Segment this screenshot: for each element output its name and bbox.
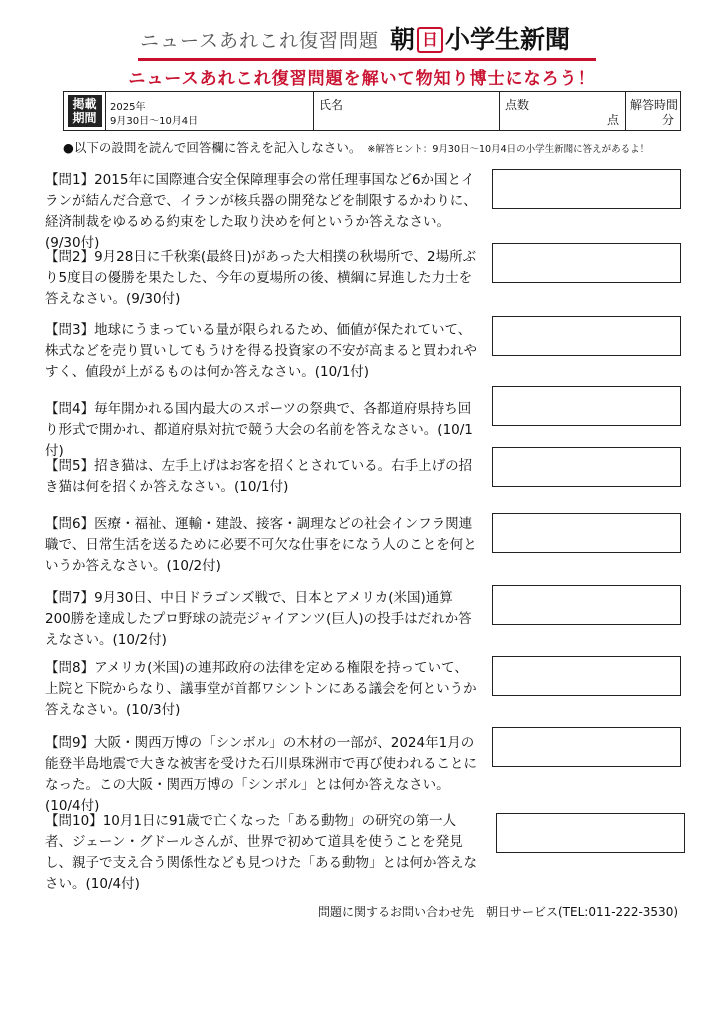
brand-prefix: 朝 [390,25,416,54]
period-label-cell [64,92,106,130]
question-text: 医療・福祉、運輸・建設、接客・調理などの社会インフラ関連職で、日常生活を送るために必要不可欠な仕事をになう人のことを何というか答えなさい。(10/2付) [45,516,477,574]
score-label: 点数 [505,98,530,112]
question-number: 【問7】 [45,590,95,606]
question-text: 地球にうまっている量が限られるため、価値が保たれていて、株式などを売り買いしてもうけを得る投資家の不安が高まると買われやすく、値段が上がるものは何か答えなさい。(10/1付) [45,322,477,380]
question-text: アメリカ(米国)の連邦政府の法律を定める権限を持っていて、上院と下院からなり、議事堂が首都ワシントンにある議会を何というか答えなさい。(10/3付) [45,660,477,718]
question-number: 【問10】 [45,813,103,829]
question-number: 【問3】 [45,322,95,338]
question-text: 10月1日に91歳で亡くなった「ある動物」の研究の第一人者、ジェーン・グドールさんが、世界で初めて道具を使うことを発見し、親子で支え合う関係性なども見つけた「ある動物」とは何か答えなさい。(10/4付) [45,813,477,892]
answer-box-1[interactable] [492,169,681,209]
answer-box-4[interactable] [492,386,681,426]
asahi-logo-icon: 日 [417,27,443,53]
question-10 [45,811,477,895]
period-range: 9月30日〜10月4日 [110,116,199,127]
question-number: 【問4】 [45,401,95,417]
answer-box-9[interactable] [492,727,681,767]
question-3 [45,320,477,383]
period-year: 2025年 [110,102,146,113]
name-field[interactable] [314,92,500,130]
question-number: 【問9】 [45,735,95,751]
question-5 [45,456,477,498]
instructions-main: ●以下の設問を読んで回答欄に答えを記入しなさい。 [63,140,362,155]
info-table [63,91,681,131]
header [140,20,600,60]
question-text: 大阪・関西万博の「シンボル」の木材の一部が、2024年1月の能登半島地震で大きな被害を受けた石川県珠洲市で再び使われることになった。この大阪・関西万博の「シンボル」とは何か答えなさい。(10/4付) [45,735,477,814]
question-9 [45,733,477,817]
question-text: 毎年開かれる国内最大のスポーツの祭典で、各都道府県持ち回り形式で開かれ、都道府県対抗で競う大会の名前を答えなさい。(10/1付) [45,401,473,459]
subtitle: ニュースあれこれ復習問題を解いて物知り博士になろう！ [128,69,596,89]
header-divider [138,58,596,61]
brand-name [390,20,570,56]
score-field[interactable] [500,92,626,130]
header-title: ニュースあれこれ復習問題 [140,30,380,52]
answer-box-6[interactable] [492,513,681,553]
period-label: 掲載期間 [68,95,102,127]
question-1 [45,170,477,254]
question-number: 【問5】 [45,458,95,474]
score-unit: 点 [606,113,619,127]
answer-box-7[interactable] [492,585,681,625]
question-number: 【問8】 [45,660,95,676]
question-text: 招き猫は、左手上げはお客を招くとされている。右手上げの招き猫は何を招くか答えなさい。(10/1付) [45,458,473,495]
answer-box-5[interactable] [492,447,681,487]
question-4 [45,399,477,462]
time-label: 解答時間 [630,98,679,112]
question-8 [45,658,477,721]
instructions-hint: ※解答ヒント：9月30日〜10月4日の小学生新聞に答えがあるよ！ [367,144,650,155]
contact-info: 問題に関するお問い合わせ先 朝日サービス(TEL:011-222-3530) [318,905,679,919]
instructions [63,138,649,156]
question-text: 2015年に国際連合安全保障理事会の常任理事国など6か国とイランが結んだ合意で、イランが核兵器の開発などを制限するかわりに、経済制裁をゆるめる約束をした取り決めを何というか答えなさい。(9/30付) [45,172,477,251]
name-label: 氏名 [319,98,344,112]
question-text: 9月30日、中日ドラゴンズ戦で、日本とアメリカ(米国)通算200勝を達成したプロ野球の読売ジャイアンツ(巨人)の投手はだれか答えなさい。(10/2付) [45,590,472,648]
question-number: 【問6】 [45,516,95,532]
answer-box-2[interactable] [492,243,681,283]
time-unit: 分 [661,113,674,127]
brand-suffix: 小学生新聞 [445,25,571,54]
question-2 [45,247,477,310]
time-field[interactable] [626,92,680,130]
answer-box-3[interactable] [492,316,681,356]
period-cell [106,92,314,130]
answer-box-8[interactable] [492,656,681,696]
question-6 [45,514,477,577]
question-7 [45,588,477,651]
question-text: 9月28日に千秋楽(最終日)があった大相撲の秋場所で、2場所ぶり5度目の優勝を果たした、今年の夏場所の後、横綱に昇進した力士を答えなさい。(9/30付) [45,249,477,307]
question-number: 【問2】 [45,249,95,265]
question-number: 【問1】 [45,172,95,188]
answer-box-10[interactable] [496,813,685,853]
